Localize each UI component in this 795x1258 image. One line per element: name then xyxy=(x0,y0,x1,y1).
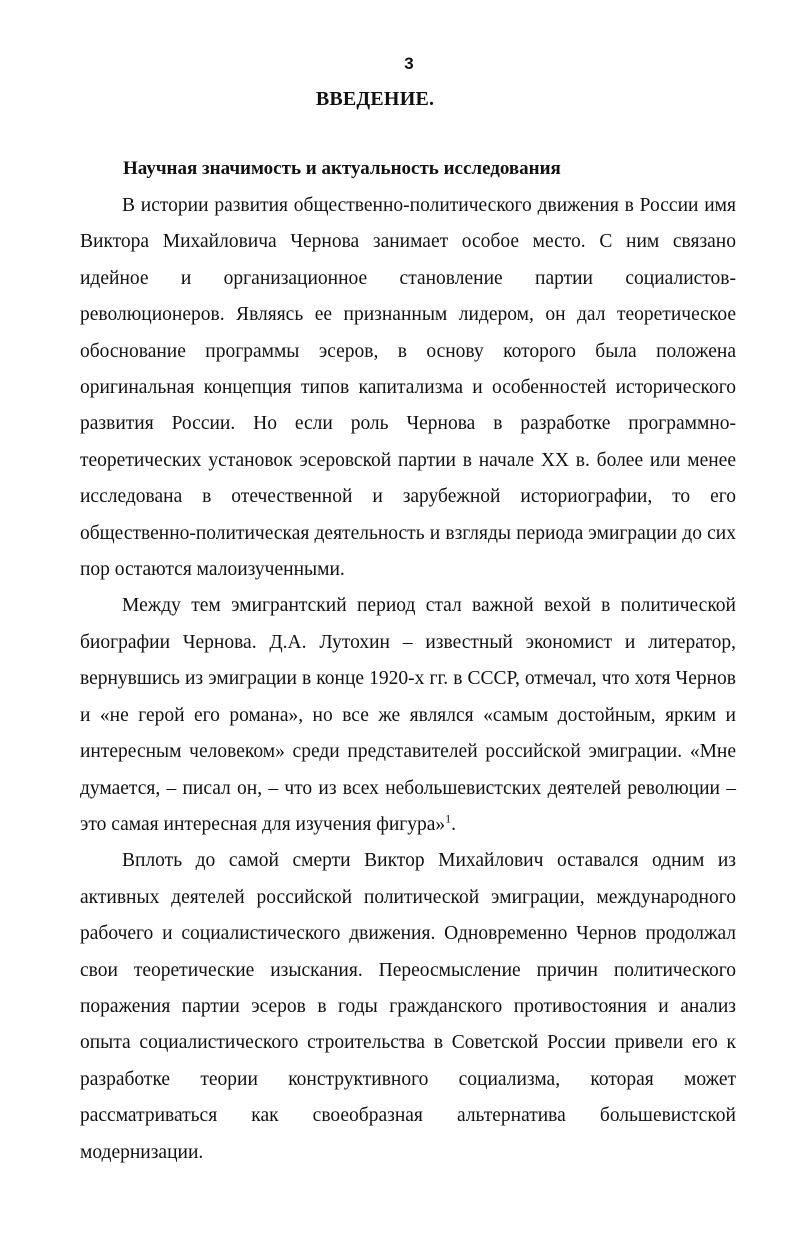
paragraph-3-text: Вплоть до самой смерти Виктор Михайлович оставался одним из активных деятелей российской политической эмиграции, международного рабочего и социалистического движения. Одновременно Чернов продолжал свои теоретические изыскания. Переосмысление причин политического поражения партии эсеров в годы гражданского противостояния и анализ опыта социалистического строительства в Советской России привели его к разработке теории конструктивного социализма, которая может рассматриваться как своеобразная альтернатива большевистской модернизации. xyxy=(80,850,736,1163)
page-number: 3 xyxy=(404,54,414,73)
paragraph-1 xyxy=(80,188,736,588)
paragraph-2-tail: . xyxy=(451,813,457,835)
paragraph-2-text: Между тем эмигрантский период стал важной вехой в политической биографии Чернова. Д.А. Лутохин – известный экономист и литератор, вернувшись из эмиграции в конце 1920-х гг. в СССР, отмечал, что хотя Чернов и «не герой его романа», но все же являлся «самым достойным, ярким и интересным человеком» среди представителей российской эмиграции. «Мне думается, – писал он, – что из всех небольшевистских деятелей революции – это самая интересная для изучения фигура» xyxy=(80,595,736,835)
footnote-marker[interactable]: 1 xyxy=(445,811,452,826)
paragraph-3 xyxy=(80,843,736,1171)
body-text xyxy=(80,188,736,1171)
chapter-title: ВВЕДЕНИЕ. xyxy=(315,88,435,110)
section-heading: Научная значимость и актуальность исследования xyxy=(123,158,561,179)
paragraph-2 xyxy=(80,588,736,843)
paragraph-1-text: В истории развития общественно-политического движения в России имя Виктора Михайловича Чернова занимает особое место. С ним связано идейное и организационное становление партии социалистов-революционеров. Являясь ее признанным лидером, он дал теоретическое обоснование программы эсеров, в основу которого была положена оригинальная концепция типов капитализма и особенностей исторического развития России. Но если роль Чернова в разработке программно-теоретических установок эсеровской партии в начале XX в. более или менее исследована в отечественной и зарубежной историографии, то его общественно-политическая деятельность и взгляды периода эмиграции до сих пор остаются малоизученными. xyxy=(80,195,736,581)
